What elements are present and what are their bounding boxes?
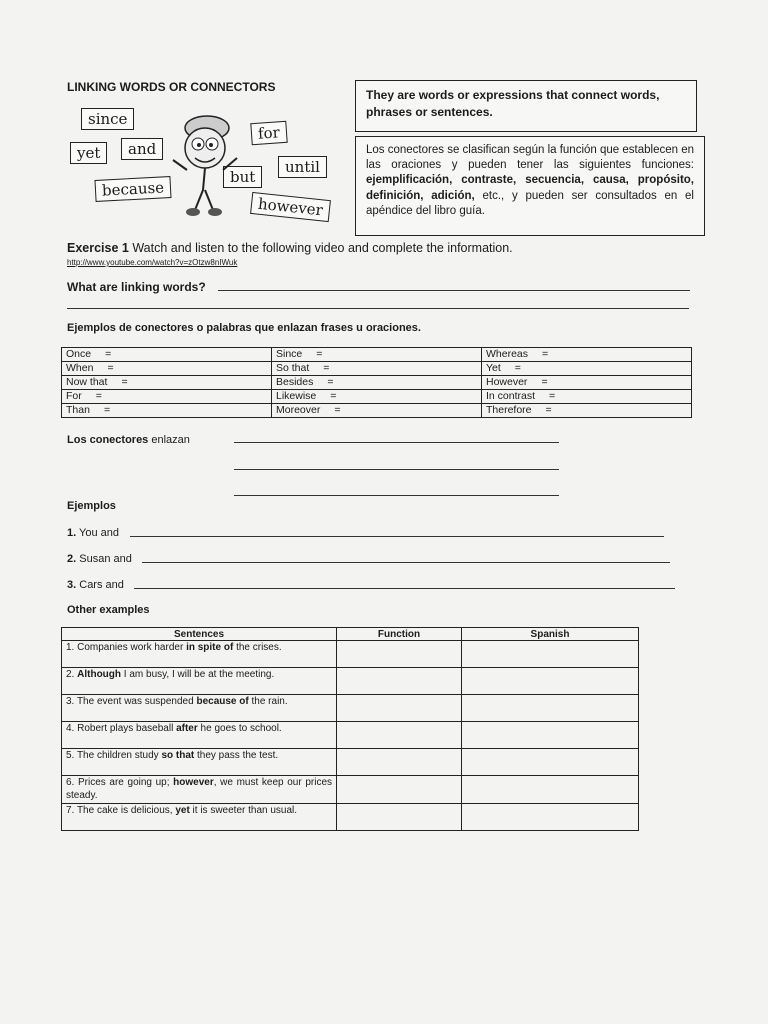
answer-line[interactable] bbox=[130, 536, 664, 537]
word-tag: however bbox=[250, 192, 331, 222]
spanish-cell[interactable] bbox=[462, 749, 639, 776]
table-row bbox=[62, 404, 692, 418]
column-header: Function bbox=[337, 628, 462, 641]
answer-line[interactable] bbox=[234, 495, 559, 496]
answer-line[interactable] bbox=[142, 562, 670, 563]
function-cell[interactable] bbox=[337, 722, 462, 749]
table-row bbox=[62, 390, 692, 404]
exercise-label: Exercise 1 bbox=[67, 241, 129, 255]
word-tag: but bbox=[223, 166, 262, 188]
function-cell[interactable] bbox=[337, 749, 462, 776]
function-cell[interactable] bbox=[337, 668, 462, 695]
table-cell: In contrast = bbox=[482, 390, 692, 404]
table-row bbox=[62, 348, 692, 362]
table-cell: So that = bbox=[272, 362, 482, 376]
table-cell: Now that = bbox=[62, 376, 272, 390]
sentence-cell: 3. The event was suspended because of the rain. bbox=[62, 695, 337, 722]
table-cell: Than = bbox=[62, 404, 272, 418]
word-tag: until bbox=[278, 156, 327, 178]
function-cell[interactable] bbox=[337, 804, 462, 831]
table-row bbox=[62, 362, 692, 376]
sentence-cell: 6. Prices are going up; however, we must keep our prices steady. bbox=[62, 776, 337, 804]
sentence-cell: 5. The children study so that they pass the test. bbox=[62, 749, 337, 776]
example-item: 1. You and bbox=[67, 527, 120, 539]
function-cell[interactable] bbox=[337, 695, 462, 722]
table-cell: Besides = bbox=[272, 376, 482, 390]
word-tag: and bbox=[121, 138, 163, 160]
table-cell: Therefore = bbox=[482, 404, 692, 418]
video-link[interactable]: http://www.youtube.com/watch?v=zOtzw8nIWuk bbox=[67, 258, 238, 267]
sentence-cell: 1. Companies work harder in spite of the crises. bbox=[62, 641, 337, 668]
answer-line[interactable] bbox=[234, 469, 559, 470]
table-row bbox=[62, 668, 639, 695]
sentence-cell: 2. Although I am busy, I will be at the meeting. bbox=[62, 668, 337, 695]
table-cell: Moreover = bbox=[272, 404, 482, 418]
table-row bbox=[62, 749, 639, 776]
word-tag: because bbox=[94, 176, 171, 202]
table-cell: Whereas = bbox=[482, 348, 692, 362]
cartoon-character-icon bbox=[165, 110, 245, 220]
page-title: LINKING WORDS OR CONNECTORS bbox=[67, 80, 276, 94]
description-text-end: etc., y pueden ser consultados en el apéndice del libro guía. bbox=[366, 189, 694, 217]
spanish-cell[interactable] bbox=[462, 668, 639, 695]
ejemplos-heading: Ejemplos bbox=[67, 500, 116, 512]
answer-line[interactable] bbox=[218, 290, 690, 291]
spanish-cell[interactable] bbox=[462, 804, 639, 831]
spanish-cell[interactable] bbox=[462, 641, 639, 668]
definition-prefix: They bbox=[366, 88, 395, 102]
table-cell: Yet = bbox=[482, 362, 692, 376]
connector-illustration bbox=[65, 100, 345, 230]
table-header-row bbox=[62, 628, 639, 641]
table-cell: When = bbox=[62, 362, 272, 376]
table-row bbox=[62, 776, 639, 804]
table-cell: For = bbox=[62, 390, 272, 404]
word-tag: since bbox=[81, 108, 134, 130]
description-box bbox=[355, 136, 705, 236]
definition-text: are words or expressions that connect words, phrases or sentences. bbox=[366, 88, 660, 119]
description-text: Los conectores se clasifican según la función que establecen en las oraciones y pueden tener las siguientes funciones: bbox=[366, 144, 694, 172]
spanish-cell[interactable] bbox=[462, 776, 639, 804]
table-row bbox=[62, 376, 692, 390]
word-tag: for bbox=[250, 121, 287, 145]
connectors-heading: Ejemplos de conectores o palabras que enlazan frases u oraciones. bbox=[67, 322, 421, 334]
example-item: 2. Susan and bbox=[67, 553, 132, 565]
table-cell: Once = bbox=[62, 348, 272, 362]
enlazan-label: Los conectores enlazan bbox=[67, 434, 190, 446]
answer-line[interactable] bbox=[134, 588, 675, 589]
table-row bbox=[62, 722, 639, 749]
function-cell[interactable] bbox=[337, 776, 462, 804]
other-examples-heading: Other examples bbox=[67, 604, 150, 616]
column-header: Sentences bbox=[62, 628, 337, 641]
exercise-instruction: Watch and listen to the following video and complete the information. bbox=[132, 241, 513, 255]
function-cell[interactable] bbox=[337, 641, 462, 668]
column-header: Spanish bbox=[462, 628, 639, 641]
description-functions: ejemplificación, contraste, secuencia, causa, propósito, definición, adición, bbox=[366, 174, 694, 202]
sentence-cell: 4. Robert plays baseball after he goes to school. bbox=[62, 722, 337, 749]
exercise-heading bbox=[67, 241, 513, 255]
word-tag: yet bbox=[70, 142, 107, 164]
table-row bbox=[62, 695, 639, 722]
answer-line[interactable] bbox=[234, 442, 559, 443]
spanish-cell[interactable] bbox=[462, 722, 639, 749]
sentence-cell: 7. The cake is delicious, yet it is sweeter than usual. bbox=[62, 804, 337, 831]
table-row bbox=[62, 804, 639, 831]
example-item: 3. Cars and bbox=[67, 579, 124, 591]
question-label: What are linking words? bbox=[67, 280, 206, 294]
table-cell: Likewise = bbox=[272, 390, 482, 404]
spanish-cell[interactable] bbox=[462, 695, 639, 722]
table-cell: Since = bbox=[272, 348, 482, 362]
definition-box bbox=[355, 80, 697, 132]
answer-line[interactable] bbox=[67, 308, 689, 309]
table-row bbox=[62, 641, 639, 668]
table-cell: However = bbox=[482, 376, 692, 390]
examples-table bbox=[61, 627, 639, 831]
connectors-table bbox=[61, 347, 692, 418]
